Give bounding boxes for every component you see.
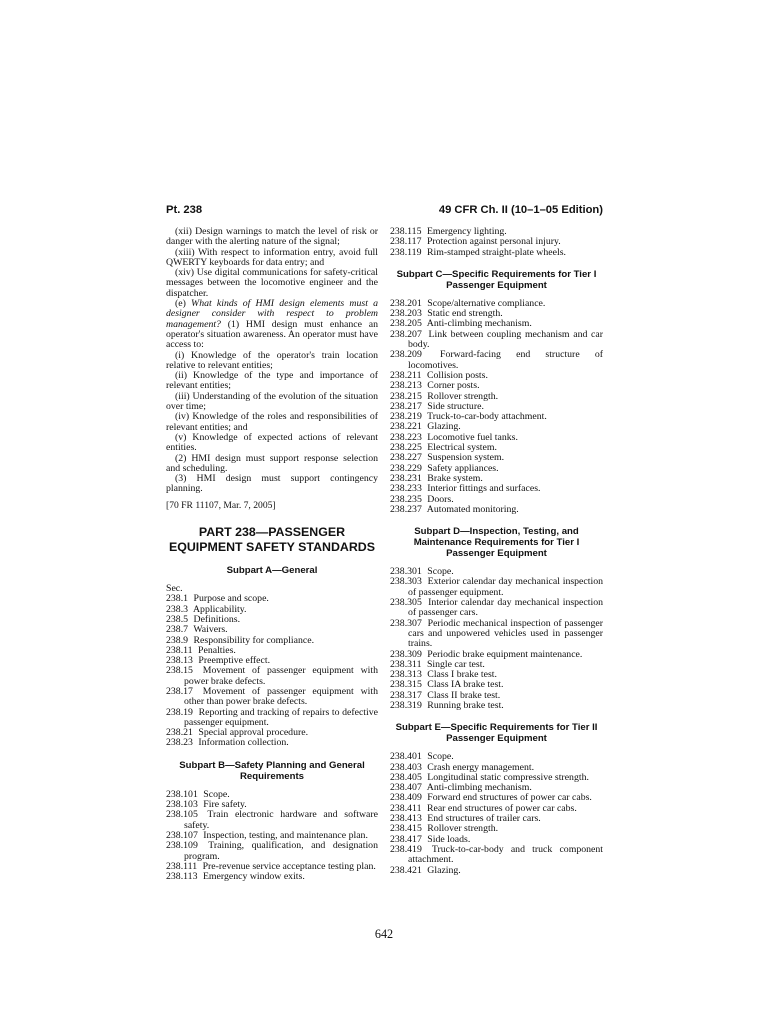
section-number: 238.7: [166, 624, 189, 636]
section-title: Emergency lighting.: [426, 226, 507, 237]
section-number: 238.203: [390, 308, 422, 320]
paragraph-2: (2) HMI design must support response selection and scheduling.: [166, 452, 378, 474]
section-title: Truck-to-car-body and truck component attachment.: [408, 843, 603, 866]
section-number: 238.409: [390, 792, 422, 804]
section-title: Information collection.: [198, 737, 289, 749]
section-number: 238.223: [390, 431, 422, 443]
left-column: [166, 227, 378, 882]
section-title: Interior fittings and surfaces.: [427, 483, 541, 495]
section-title: Glazing.: [427, 864, 461, 876]
toc-entry: [166, 687, 378, 708]
section-number: 238.115: [390, 226, 422, 237]
section-title: Periodic mechanical inspection of passenger cars and unpowered vehicles used in passenger trains.: [408, 617, 604, 650]
section-title: Automated monitoring.: [426, 503, 519, 515]
section-number: 238.315: [390, 679, 422, 691]
section-title: Locomotive fuel tanks.: [427, 431, 518, 443]
section-title: Pre-revenue service acceptance testing plan.: [202, 860, 376, 872]
section-number: 238.303: [390, 576, 422, 588]
paragraph-3: (3) HMI design must support contingency planning.: [166, 473, 378, 495]
toc-entry: [390, 650, 603, 660]
toc-entry: [390, 598, 603, 619]
section-number: 238.219: [390, 411, 422, 423]
toc-entry: [390, 350, 603, 371]
paragraph-iv: (iv) Knowledge of the roles and responsibilities of relevant entities; and: [166, 411, 378, 433]
section-number: 238.227: [390, 452, 422, 464]
section-title: Training, qualification, and designation program.: [184, 840, 378, 862]
section-title: Corner posts.: [427, 380, 480, 392]
section-number: 238.233: [390, 483, 422, 495]
section-title: Doors.: [427, 493, 454, 505]
section-number: 238.1: [166, 593, 189, 605]
section-title: Class I brake test.: [427, 669, 497, 681]
section-title: Train electronic hardware and software safety.: [184, 809, 378, 831]
section-title: Scope.: [203, 788, 230, 800]
section-title: Scope/alternative compliance.: [427, 297, 546, 309]
toc-entry: [166, 666, 378, 687]
toc-entry: [390, 330, 603, 351]
section-number: 238.111: [166, 860, 198, 872]
page-number: 642: [374, 927, 394, 941]
section-number: 238.305: [390, 597, 422, 609]
section-title: Applicability.: [192, 603, 247, 615]
toc-entry: [390, 619, 603, 650]
section-title: Reporting and tracking of repairs to defective passenger equipment.: [184, 706, 378, 728]
section-number: 238.413: [390, 813, 422, 825]
toc-entry: [166, 738, 378, 748]
section-title: Inspection, testing, and maintenance plan.: [203, 829, 368, 841]
paragraph-ii: (ii) Knowledge of the type and importance of relevant entities;: [166, 370, 378, 392]
section-number: 238.309: [390, 648, 422, 660]
section-number: 238.215: [390, 390, 422, 402]
subpart-e-contents: [390, 752, 603, 876]
section-title: Electrical system.: [427, 442, 497, 454]
section-title: Movement of passenger equipment with power brake defects.: [184, 665, 378, 687]
subpart-e-title: Subpart E—Specific Requirements for Tier II Passenger Equipment: [395, 722, 598, 745]
section-title: Scope.: [427, 566, 454, 578]
subpart-c-title: Subpart C—Specific Requirements for Tier I Passenger Equipment: [396, 268, 597, 291]
section-title: Side loads.: [427, 833, 471, 845]
section-title: Penalties.: [198, 644, 236, 656]
section-number: 238.201: [390, 297, 422, 309]
section-number: 238.105: [166, 809, 198, 821]
toc-entry: [166, 872, 378, 882]
section-title: Safety appliances.: [427, 462, 499, 474]
paragraph-i: (i) Knowledge of the operator's train location relative to relevant entities;: [166, 349, 378, 371]
section-number: 238.205: [390, 318, 422, 330]
section-title: Periodic brake equipment maintenance.: [427, 648, 583, 660]
section-title: Waivers.: [193, 624, 228, 636]
section-title: Forward end structures of power car cabs.: [427, 792, 592, 804]
section-title: Glazing.: [427, 421, 461, 433]
section-number: 238.3: [166, 603, 189, 615]
section-number: 238.117: [390, 236, 422, 248]
toc-entry: [166, 841, 378, 862]
section-number: 238.209: [390, 349, 422, 361]
section-title: Movement of passenger equipment with other than power brake defects.: [184, 685, 378, 708]
subpart-a-contents: [166, 594, 378, 748]
section-title: Class IA brake test.: [427, 679, 504, 691]
paragraph-e-heading: What kinds of HMI design elements must a designer consider with respect to problem management?: [166, 298, 378, 330]
section-number: 238.311: [390, 658, 422, 670]
toc-entry: [390, 845, 603, 866]
section-number: 238.113: [166, 871, 198, 883]
section-title: Protection against personal injury.: [426, 236, 561, 248]
section-title: Class II brake test.: [427, 689, 501, 701]
subpart-b-contents: [166, 790, 378, 883]
section-title: Brake system.: [427, 472, 483, 484]
section-title: Rollover strength.: [427, 823, 499, 835]
subpart-c-contents: [390, 299, 603, 515]
section-number: 238.13: [166, 655, 193, 667]
section-title: Exterior calendar day mechanical inspection of passenger equipment.: [408, 576, 603, 598]
section-title: Interior calendar day mechanical inspection of passenger cars.: [408, 597, 603, 619]
section-title: Definitions.: [193, 613, 241, 625]
section-title: Forward-facing end structure of locomotives.: [408, 349, 603, 371]
paragraph-e-label: (e): [175, 298, 192, 310]
section-number: 238.421: [390, 864, 422, 876]
subpart-a-title: Subpart A—General: [226, 565, 318, 577]
section-title: Purpose and scope.: [193, 593, 269, 605]
section-title: Scope.: [427, 751, 454, 763]
section-title: Longitudinal static compressive strength.: [427, 771, 589, 783]
section-number: 238.411: [390, 802, 422, 814]
cfr-edition-header: 49 CFR Ch. II (10–1–05 Edition): [438, 204, 603, 216]
section-number: 238.15: [166, 665, 193, 677]
subpart-d-contents: [390, 567, 603, 711]
section-title: Collision posts.: [426, 369, 488, 381]
section-number: 238.23: [166, 737, 193, 749]
section-number: 238.11: [166, 644, 193, 656]
subpart-b-contents-continued: [390, 227, 603, 258]
section-number: 238.313: [390, 669, 422, 681]
part-number-header: Pt. 238: [166, 204, 203, 216]
section-number: 238.21: [166, 727, 193, 739]
section-number: 238.317: [390, 689, 422, 701]
section-number: 238.225: [390, 442, 422, 454]
paragraph-xii: (xii) Design warnings to match the level of risk or danger with the alerting nature of the signal;: [166, 226, 378, 248]
source-citation: [70 FR 11107, Mar. 7, 2005]: [166, 499, 276, 511]
section-number: 238.235: [390, 493, 422, 505]
section-number: 238.307: [390, 617, 422, 629]
paragraph-iii: (iii) Understanding of the evolution of the situation over time;: [166, 390, 378, 413]
section-number: 238.17: [166, 685, 193, 697]
section-number: 238.319: [390, 699, 422, 711]
section-number: 238.207: [390, 328, 422, 340]
section-title: End structures of trailer cars.: [427, 813, 541, 825]
section-number: 238.221: [390, 421, 422, 433]
section-number: 238.237: [390, 503, 422, 515]
section-title: Suspension system.: [427, 452, 505, 464]
section-number: 238.301: [390, 566, 422, 578]
subpart-b-title: Subpart B—Safety Planning and General Requirements: [179, 759, 365, 782]
running-head: [166, 204, 603, 220]
section-title: Anti-climbing mechanism.: [426, 318, 532, 330]
section-number: 238.403: [390, 761, 422, 773]
section-title: Responsibility for compliance.: [193, 634, 315, 646]
paragraph-v: (v) Knowledge of expected actions of relevant entities.: [166, 431, 378, 454]
section-number: 238.231: [390, 472, 422, 484]
section-title: Truck-to-car-body attachment.: [427, 411, 547, 423]
section-title: Preemptive effect.: [198, 655, 271, 667]
section-number: 238.401: [390, 751, 422, 763]
section-title: Rear end structures of power car cabs.: [426, 802, 577, 814]
section-number: 238.107: [166, 829, 198, 841]
part-title: PART 238—PASSENGER EQUIPMENT SAFETY STANDARDS: [168, 525, 376, 554]
section-title: Anti-climbing mechanism.: [426, 782, 532, 794]
toc-entry: [390, 484, 603, 494]
section-number: 238.229: [390, 462, 422, 474]
section-number: 238.5: [166, 613, 189, 625]
section-number: 238.101: [166, 788, 198, 800]
section-number: 238.213: [390, 380, 422, 392]
toc-entry: [390, 577, 603, 598]
paragraph-e-text: (1) HMI design must enhance an operator's situation awareness. An operator must have access to:: [166, 318, 378, 351]
section-number: 238.19: [166, 706, 193, 718]
toc-entry: [390, 866, 603, 876]
section-label: Sec.: [166, 583, 183, 595]
section-title: Rollover strength.: [427, 390, 499, 402]
section-title: Single car test.: [426, 658, 485, 670]
subpart-d-title: Subpart D—Inspection, Testing, and Maintenance Requirements for Tier I Passenger Equipment: [413, 526, 580, 560]
section-title: Crash energy management.: [427, 761, 535, 773]
section-title: Special approval procedure.: [198, 727, 309, 739]
section-title: Running brake test.: [427, 699, 504, 711]
section-title: Static end strength.: [427, 308, 503, 320]
section-title: Side structure.: [427, 400, 484, 412]
section-number: 238.211: [390, 369, 422, 381]
section-number: 238.419: [390, 843, 422, 855]
toc-entry: [390, 701, 603, 711]
section-number: 238.109: [166, 840, 198, 852]
section-number: 238.417: [390, 833, 422, 845]
section-title: Link between coupling mechanism and car body.: [408, 328, 603, 351]
section-number: 238.217: [390, 400, 422, 412]
paragraph-xiv: (xiv) Use digital communications for safety-critical messages between the locomotive engineer and the dispatcher.: [166, 267, 378, 299]
section-number: 238.405: [390, 771, 422, 783]
toc-entry: [390, 505, 603, 515]
section-number: 238.415: [390, 823, 422, 835]
section-title: Emergency window exits.: [202, 871, 305, 883]
section-title: Fire safety.: [203, 799, 247, 811]
section-title: Rim-stamped straight-plate wheels.: [426, 246, 566, 258]
toc-entry: [166, 810, 378, 831]
section-number: 238.119: [390, 246, 422, 258]
section-number: 238.407: [390, 782, 422, 794]
right-column: [390, 227, 603, 876]
section-number: 238.9: [166, 634, 189, 646]
toc-entry: [390, 248, 603, 258]
paragraph-e: [166, 299, 378, 350]
toc-entry: [166, 708, 378, 729]
paragraph-xiii: (xiii) With respect to information entry, avoid full QWERTY keyboards for data entry; and: [166, 246, 378, 268]
section-number: 238.103: [166, 799, 198, 811]
